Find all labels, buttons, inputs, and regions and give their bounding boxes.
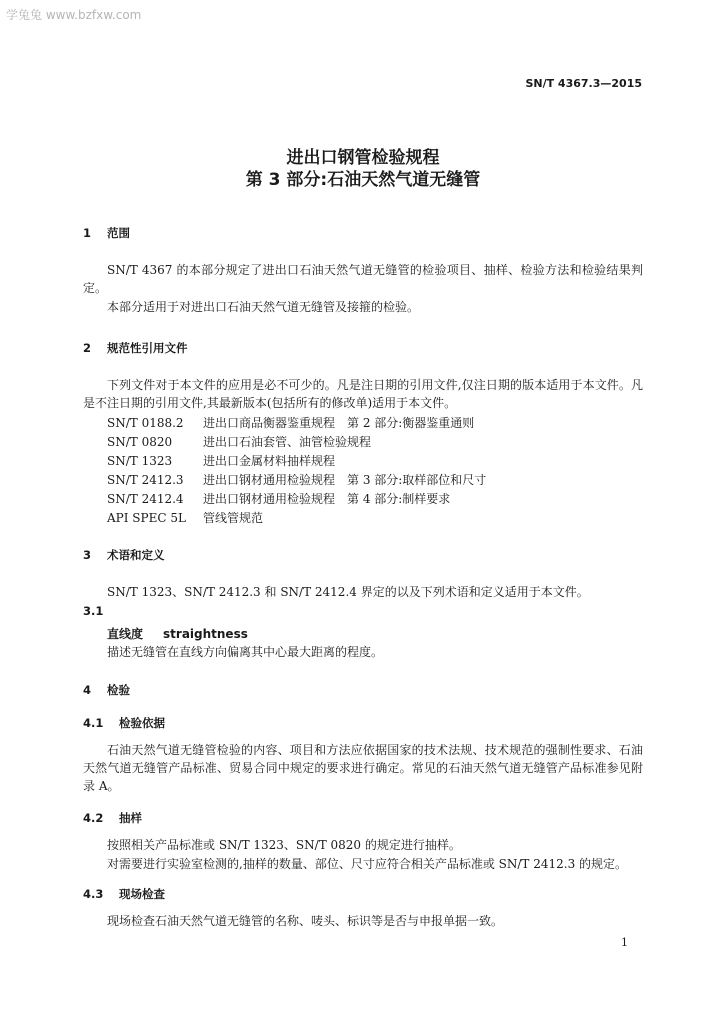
term-chinese: 直线度 (107, 627, 144, 641)
section-3-heading (83, 547, 165, 563)
reference-code: SN/T 1323 (107, 454, 173, 468)
section-number: 2 (83, 341, 92, 355)
section-title: 术语和定义 (107, 548, 165, 562)
reference-item (107, 471, 486, 488)
term-english: straightness (163, 627, 248, 641)
section-4-heading (83, 682, 130, 698)
reference-code: SN/T 2412.3 (107, 473, 184, 487)
section-number: 4.2 (83, 811, 104, 825)
term-entry (107, 625, 248, 642)
reference-code: SN/T 0820 (107, 435, 173, 449)
section-4-1-paragraph-1: 石油天然气道无缝管检验的内容、项目和方法应依据国家的技术法规、技术规范的强制性要求、石油天然气道无缝管产品标准、贸易合同中规定的要求进行确定。常见的石油天然气道无缝管产品标准参见附录 A。 (83, 743, 643, 793)
section-number: 3 (83, 548, 92, 562)
reference-title: 进出口商品衡器鉴重规程 第 2 部分:衡器鉴重通则 (203, 416, 475, 430)
reference-title: 管线管规范 (203, 511, 264, 525)
reference-item (107, 433, 371, 450)
section-number: 4.3 (83, 887, 104, 901)
section-4-3-heading (83, 886, 165, 902)
section-3-paragraph-1: SN/T 1323、SN/T 2412.3 和 SN/T 2412.4 界定的以及下列术语和定义适用于本文件。 (107, 585, 589, 599)
reference-title: 进出口石油套管、油管检验规程 (203, 435, 372, 449)
section-2-paragraph-1: 下列文件对于本文件的应用是必不可少的。凡是注日期的引用文件,仅注日期的版本适用于本文件。凡是不注日期的引用文件,其最新版本(包括所有的修改单)适用于本文件。 (83, 378, 643, 410)
section-4-2-heading (83, 810, 142, 826)
reference-title: 进出口金属材料抽样规程 (203, 454, 336, 468)
reference-title: 进出口钢材通用检验规程 第 4 部分:制样要求 (203, 492, 451, 506)
section-number: 1 (83, 226, 92, 240)
reference-code: SN/T 2412.4 (107, 492, 184, 506)
section-number: 4 (83, 683, 92, 697)
section-4-2-paragraph-2: 对需要进行实验室检测的,抽样的数量、部位、尺寸应符合相关产品标准或 SN/T 2412.3 的规定。 (107, 857, 628, 871)
section-title: 现场检查 (119, 887, 165, 901)
section-1-heading (83, 225, 130, 241)
section-1-paragraph-1: SN/T 4367 的本部分规定了进出口石油天然气道无缝管的检验项目、抽样、检验方法和检验结果判定。 (83, 263, 643, 295)
doc-subtitle: 第 3 部分:石油天然气道无缝管 (245, 170, 481, 190)
section-title: 检验依据 (119, 716, 165, 730)
reference-code: SN/T 0188.2 (107, 416, 184, 430)
section-title: 抽样 (119, 811, 142, 825)
section-4-2-paragraph-1: 按照相关产品标准或 SN/T 1323、SN/T 0820 的规定进行抽样。 (107, 838, 461, 852)
section-4-3-paragraph-1: 现场检查石油天然气道无缝管的名称、唛头、标识等是否与申报单据一致。 (107, 914, 504, 928)
reference-item (107, 414, 474, 431)
section-4-1-heading (83, 715, 165, 731)
reference-title: 进出口钢材通用检验规程 第 3 部分:取样部位和尺寸 (203, 473, 487, 487)
term-definition: 描述无缝管在直线方向偏离其中心最大距离的程度。 (107, 645, 384, 659)
document-code: SN/T 4367.3—2015 (525, 77, 642, 90)
reference-item (107, 490, 450, 507)
doc-title: 进出口钢管检验规程 (286, 148, 440, 168)
section-2-heading (83, 340, 188, 356)
page-number: 1 (621, 936, 628, 949)
reference-item (107, 509, 263, 526)
section-title: 范围 (107, 226, 130, 240)
term-number: 3.1 (83, 604, 104, 618)
reference-item (107, 452, 335, 469)
reference-code: API SPEC 5L (107, 511, 186, 525)
section-number: 4.1 (83, 716, 104, 730)
section-title: 规范性引用文件 (107, 341, 188, 355)
section-title: 检验 (107, 683, 130, 697)
section-1-paragraph-2: 本部分适用于对进出口石油天然气道无缝管及接箍的检验。 (107, 300, 420, 314)
watermark: 学兔兔 www.bzfxw.com (6, 8, 142, 22)
